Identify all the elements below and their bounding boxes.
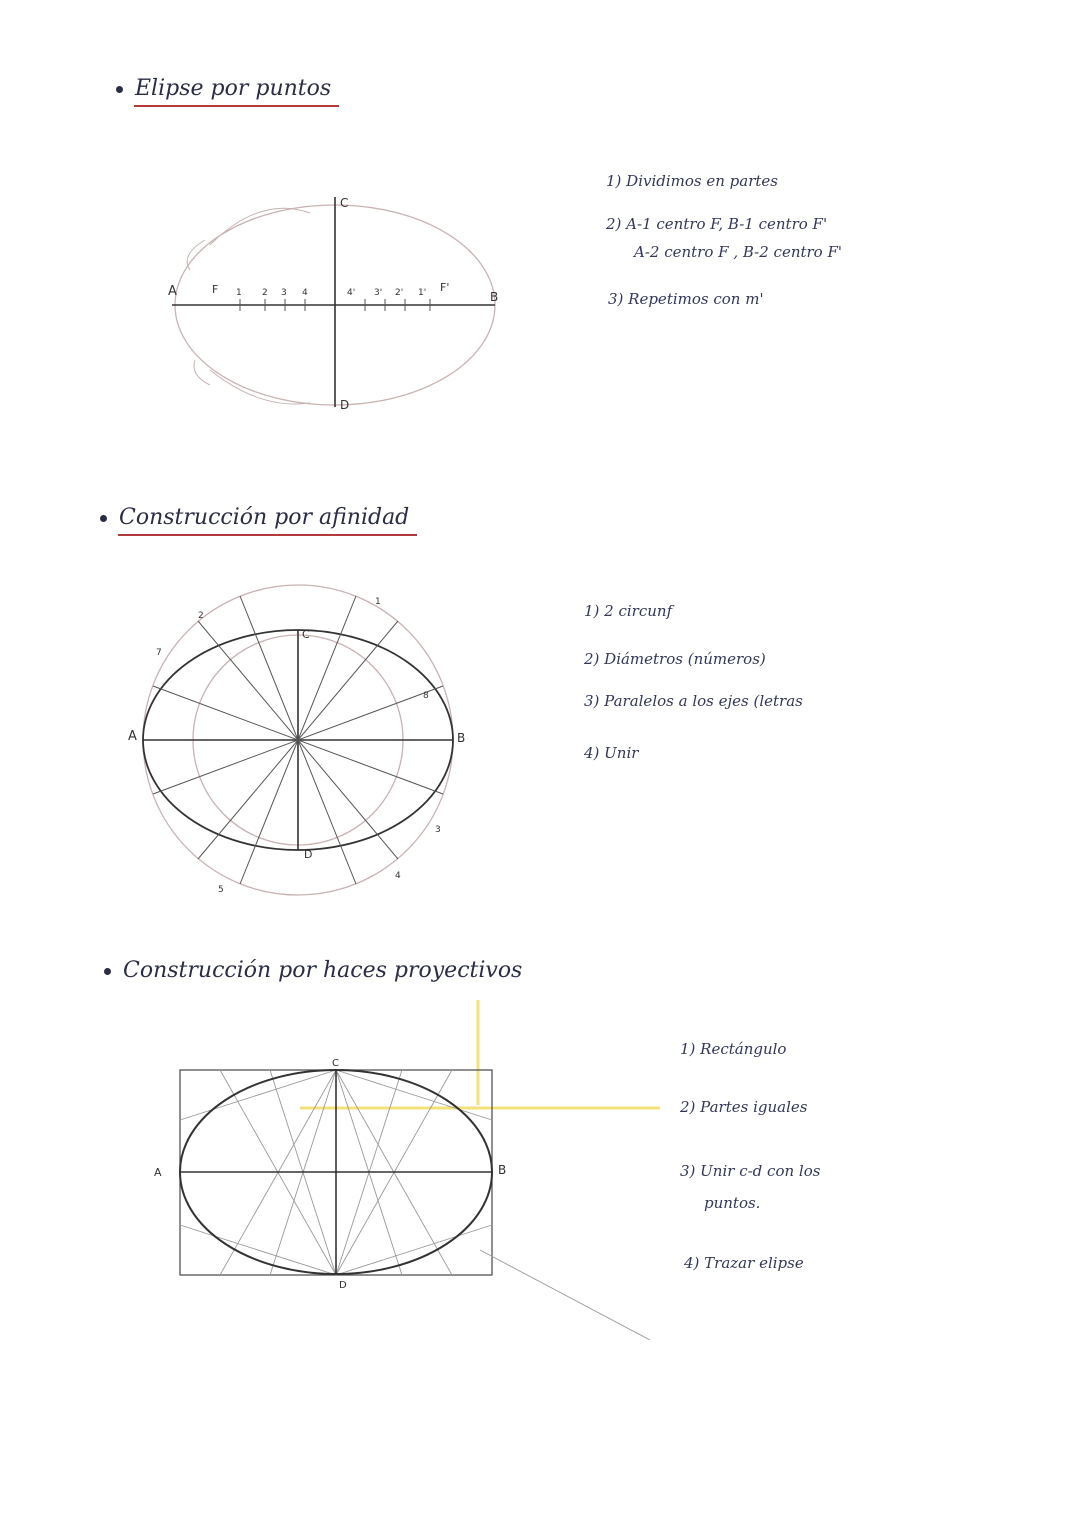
step-text: 3) Paralelos a los ejes (letras <box>584 692 803 710</box>
step-text: 3) Unir c-d con los <box>680 1162 821 1180</box>
label-3p: 3' <box>374 288 383 298</box>
label-a: A <box>154 1166 162 1179</box>
label-f-prime: F' <box>440 281 450 294</box>
diagram-construccion-por-afinidad <box>120 580 480 900</box>
step-text: 4) Trazar elipse <box>684 1254 804 1272</box>
label-3: 3 <box>435 825 441 835</box>
step-text: 4) Unir <box>584 744 639 762</box>
step-text: 2) A-1 centro F, B-1 centro F' <box>606 215 828 233</box>
label-2: 2 <box>262 288 268 298</box>
step-text: 2) Diámetros (números) <box>584 650 766 668</box>
step-text: 1) 2 circunf <box>584 602 673 620</box>
label-d: D <box>340 398 350 412</box>
label-3: 3 <box>281 288 287 298</box>
label-d: D <box>304 848 313 861</box>
bullet-dot <box>100 515 107 522</box>
section-title-haces-proyectivos <box>104 958 522 983</box>
bullet-dot <box>104 968 111 975</box>
label-b: B <box>457 731 466 745</box>
step-text: 1) Rectángulo <box>680 1040 787 1058</box>
section-title-text: Construcción por afinidad <box>119 505 410 530</box>
label-4: 4 <box>395 871 401 881</box>
step-text: A-2 centro F , B-2 centro F' <box>634 243 843 261</box>
step-text: puntos. <box>704 1194 761 1212</box>
label-4p: 4' <box>347 288 356 298</box>
section-title-construccion-por-afinidad <box>100 505 409 530</box>
label-c: C <box>340 196 349 210</box>
step-text: 3) Repetimos con m' <box>608 290 764 308</box>
projective-lines <box>180 1070 650 1340</box>
label-1: 1 <box>375 597 381 607</box>
label-7: 7 <box>156 648 162 658</box>
section-title-text: Construcción por haces proyectivos <box>123 958 523 983</box>
label-1: 1 <box>236 288 242 298</box>
label-b: B <box>490 290 499 304</box>
label-c: C <box>302 628 310 641</box>
section-title-text: Elipse por puntos <box>135 76 332 101</box>
label-f: F <box>212 283 219 296</box>
label-5: 5 <box>218 885 224 895</box>
title-underline <box>134 105 339 107</box>
label-c: C <box>332 1058 339 1069</box>
bullet-dot <box>116 86 123 93</box>
diagram-elipse-por-puntos <box>150 185 530 425</box>
section-title-elipse-por-puntos <box>116 76 331 101</box>
label-a: A <box>128 729 137 744</box>
label-8: 8 <box>423 691 429 701</box>
title-underline <box>118 534 417 536</box>
label-b: B <box>498 1163 507 1177</box>
step-text: 1) Dividimos en partes <box>606 172 779 190</box>
label-a: A <box>168 284 177 299</box>
label-1p: 1' <box>418 288 427 298</box>
construction-arcs <box>187 208 310 404</box>
label-4: 4 <box>302 288 308 298</box>
diagram-haces-proyectivos <box>140 990 660 1350</box>
label-d: D <box>339 1280 347 1291</box>
label-2: 2 <box>198 611 204 621</box>
step-text: 2) Partes iguales <box>680 1098 808 1116</box>
label-2p: 2' <box>395 288 404 298</box>
